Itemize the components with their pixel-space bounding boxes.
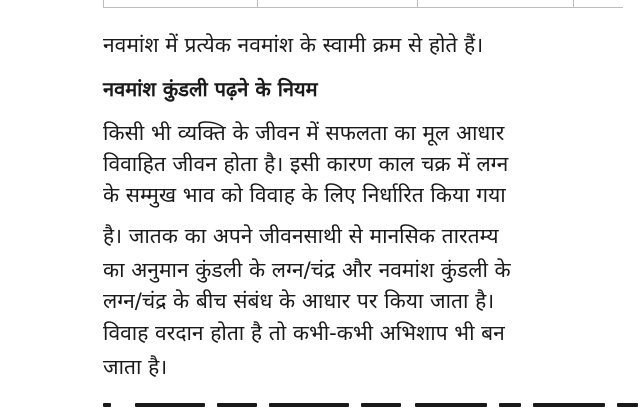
paragraph-line: विवाह वरदान होता है तो कभी-कभी अभिशाप भी बन — [103, 321, 505, 345]
cropped-text-fragment — [415, 403, 487, 407]
cropped-text-fragment — [617, 403, 638, 407]
section-heading: नवमांश कुंडली पढ़ने के नियम — [103, 77, 318, 101]
paragraph-line: के सम्मुख भाव को विवाह के लिए निर्धारित किया गया — [103, 183, 506, 207]
table-cell-divider — [103, 0, 104, 7]
cropped-text-fragment — [269, 403, 349, 407]
cropped-text-fragment — [135, 403, 205, 407]
cropped-text-fragment — [533, 403, 605, 407]
cropped-next-line — [103, 399, 638, 410]
cropped-text-fragment — [499, 403, 521, 407]
cropped-text-fragment — [217, 403, 257, 407]
table-bottom-border — [103, 0, 623, 8]
table-cell-divider — [573, 0, 574, 7]
paragraph-line: का अनुमान कुंडली के लग्न/चंद्र और नवमांश कुंडली के — [103, 258, 511, 282]
table-cell-divider — [417, 0, 418, 7]
paragraph-line: है। जातक का अपने जीवनसाथी से मानसिक तारतम्य — [103, 224, 499, 248]
cropped-text-fragment — [103, 403, 111, 407]
paragraph-line: किसी भी व्यक्ति के जीवन में सफलता का मूल आधार — [103, 121, 505, 145]
paragraph-line: विवाहित जीवन होता है। इसी कारण काल चक्र में लग्न — [103, 152, 509, 176]
paragraph-line: जाता है। — [103, 355, 168, 379]
table-cell-divider — [257, 0, 258, 7]
intro-line: नवमांश में प्रत्येक नवमांश के स्वामी क्रम से होते हैं। — [103, 33, 484, 57]
cropped-text-fragment — [361, 403, 401, 407]
paragraph-line: लग्न/चंद्र के बीच संबंध के आधार पर किया जाता है। — [103, 289, 495, 313]
